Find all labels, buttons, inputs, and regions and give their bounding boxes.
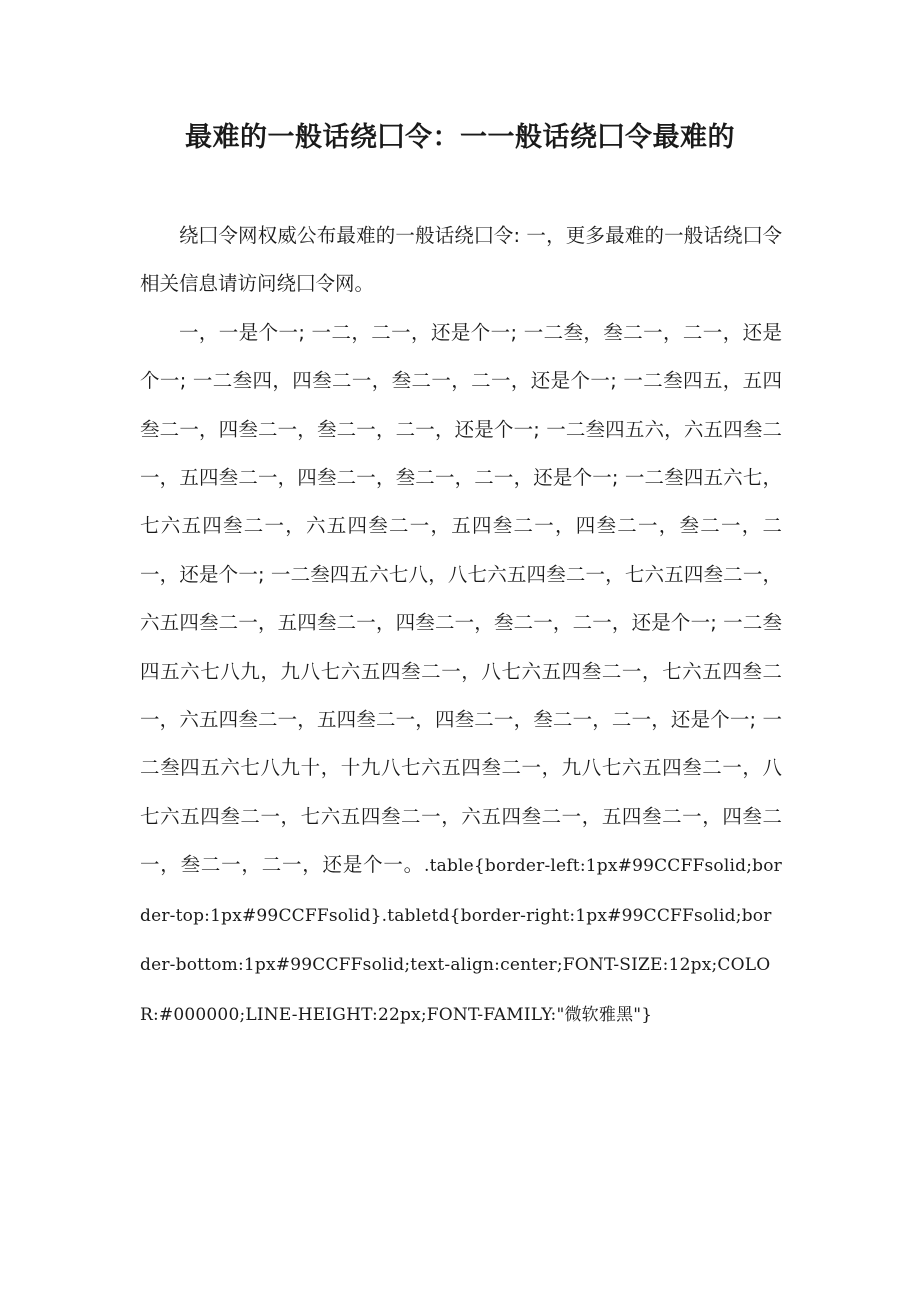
tongue-twister-text: 一，一是个一; 一二，二一，还是个一; 一二叁，叁二一，二一，还是个一; 一二叁四，四叁二一，叁二一，二一，还是个一; 一二叁四五，五四叁二一，四叁二一，叁二一，二一，还是个一; 一二叁四五六，六五四叁二一，五四叁二一，四叁二一，叁二一，二一，还是个一; 一二叁四五六七，七六五四叁二一，六五四叁二一，五四叁二一，四叁二一，叁二一，二一，还是个一; 一二叁四五六七八，八七六五四叁二一，七六五四叁二一，六五四叁二一，五四叁二一，四叁二一，叁二一，二一，还是个一; 一二叁四五六七八九，九八七六五四叁二一，八七六五四叁二一，七六五四叁二一，六五四叁二一，五四叁二一，四叁二一，叁二一，二一，还是个一; 一二叁四五六七八九十，十九八七六五四叁二一，九八七六五四叁二一，八七六五四叁二一，七六五四叁二一，六五四叁二一，五四叁二一，四叁二一，叁二一，二一，还是个一。 xyxy=(140,320,782,877)
tongue-twister-paragraph xyxy=(140,309,782,1039)
stray-css-text: .table{border-left:1px#99CCFFsolid;border-top:1px#99CCFFsolid}.tabletd{border-right:1px#99CCFFsolid;border-bottom:1px#99CCFFsolid;text-align:center;FONT-SIZE:12px;COLOR:#000000;LINE-HEIGHT:22px;FONT-FAMILY:"微软雅黑"} xyxy=(140,856,782,1025)
intro-paragraph xyxy=(140,212,782,309)
intro-text: 绕囗令网权威公布最难的一般话绕囗令: 一，更多最难的一般话绕囗令相关信息请访问绕囗令网。 xyxy=(140,224,782,296)
document-title: 最难的一般话绕囗令：一一般话绕囗令最难的 xyxy=(185,122,735,153)
document-body xyxy=(140,212,782,1039)
